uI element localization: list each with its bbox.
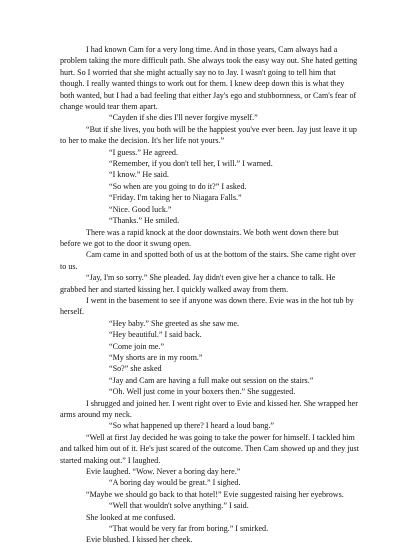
paragraph: “Jay, I'm so sorry.” She pleaded. Jay didn't even give her a chance to talk. He grabbed her and started kissing her. I quickly walked away from them. [60, 273, 336, 294]
paragraph: I went in the basement to see if anyone was down there. Evie was in the hot tub by herself. [60, 295, 354, 317]
paragraph: “But if she lives, you both will be the happiest you've ever been. Jay just leave it up to her to make the decision. It's her life not yours.” [60, 124, 357, 146]
paragraph: “That would be very far from boring.” I smirked. [109, 524, 269, 534]
paragraph: “So when are you going to do it?” I asked. [109, 181, 247, 191]
paragraph: “Jay and Cam are having a full make out session on the stairs.” [109, 375, 314, 385]
paragraph: “A boring day would be great.” I sighed. [109, 478, 241, 488]
paragraph: There was a rapid knock at the door downstairs. We both went down there but before we got to the door it swung open. [60, 227, 339, 248]
paragraph: “Come join me.” [109, 341, 165, 351]
paragraph: “Thanks.” He smiled. [109, 216, 180, 226]
paragraph: “Maybe we should go back to that hotel!” Evie suggested raising her eyebrows. [86, 489, 344, 499]
paragraph: Evie laughed. “Wow. Never a boring day here.” [86, 467, 241, 477]
paragraph: I shrugged and joined her. I went right over to Evie and kissed her. She wrapped her arms around my neck. [60, 398, 358, 419]
paragraph: “I guess.” He agreed. [109, 147, 178, 157]
paragraph: Evie blushed. I kissed her cheek. [86, 535, 193, 545]
paragraph: “Friday. I'm taking her to Niagara Falls.” [109, 193, 242, 203]
paragraph: “Hey beautiful.” I said back. [109, 330, 202, 340]
paragraph: “Remember, if you don't tell her, I will.” I warned. [109, 159, 273, 169]
paragraph: Cam came in and spotted both of us at the bottom of the stairs. She came right over to us. [60, 250, 356, 271]
paragraph: “Well that wouldn't solve anything.” I said. [109, 501, 249, 511]
paragraph: She looked at me confused. [86, 512, 176, 522]
paragraph: “Hey baby.” She greeted as she saw me. [109, 318, 240, 328]
paragraph: “Oh. Well just come in your boxers then.” She suggested. [109, 387, 296, 397]
paragraph: “My shorts are in my room.” [109, 352, 203, 362]
paragraph: “Well at first Jay decided he was going to take the power for himself. I tackled him and talked him out of it. He's just scared of the outcome. Then Cam showed up and they just started making out.” I laughed. [60, 432, 359, 465]
paragraph: “So?” she asked [109, 364, 162, 374]
paragraph: “Cayden if she dies I'll never forgive myself.” [109, 113, 258, 123]
paragraph: “Nice. Good luck.” [109, 204, 172, 214]
paragraph: “I know.” He said. [109, 170, 169, 180]
paragraph: “So what happened up there? I heard a loud bang.” [109, 421, 274, 431]
paragraph: I had known Cam for a very long time. And in those years, Cam always had a problem taking the more difficult path. She always took the easy way out. She hated getting hurt. So I worried that she might actually say no to Jay. I wasn't going to tell him that though. I really wanted things to work out for them. I knew deep down this is what they both wanted, but I had a bad feeling that either Jay's ego and stubbornness, or Cam's fear of change would tear them apart. [60, 45, 358, 112]
